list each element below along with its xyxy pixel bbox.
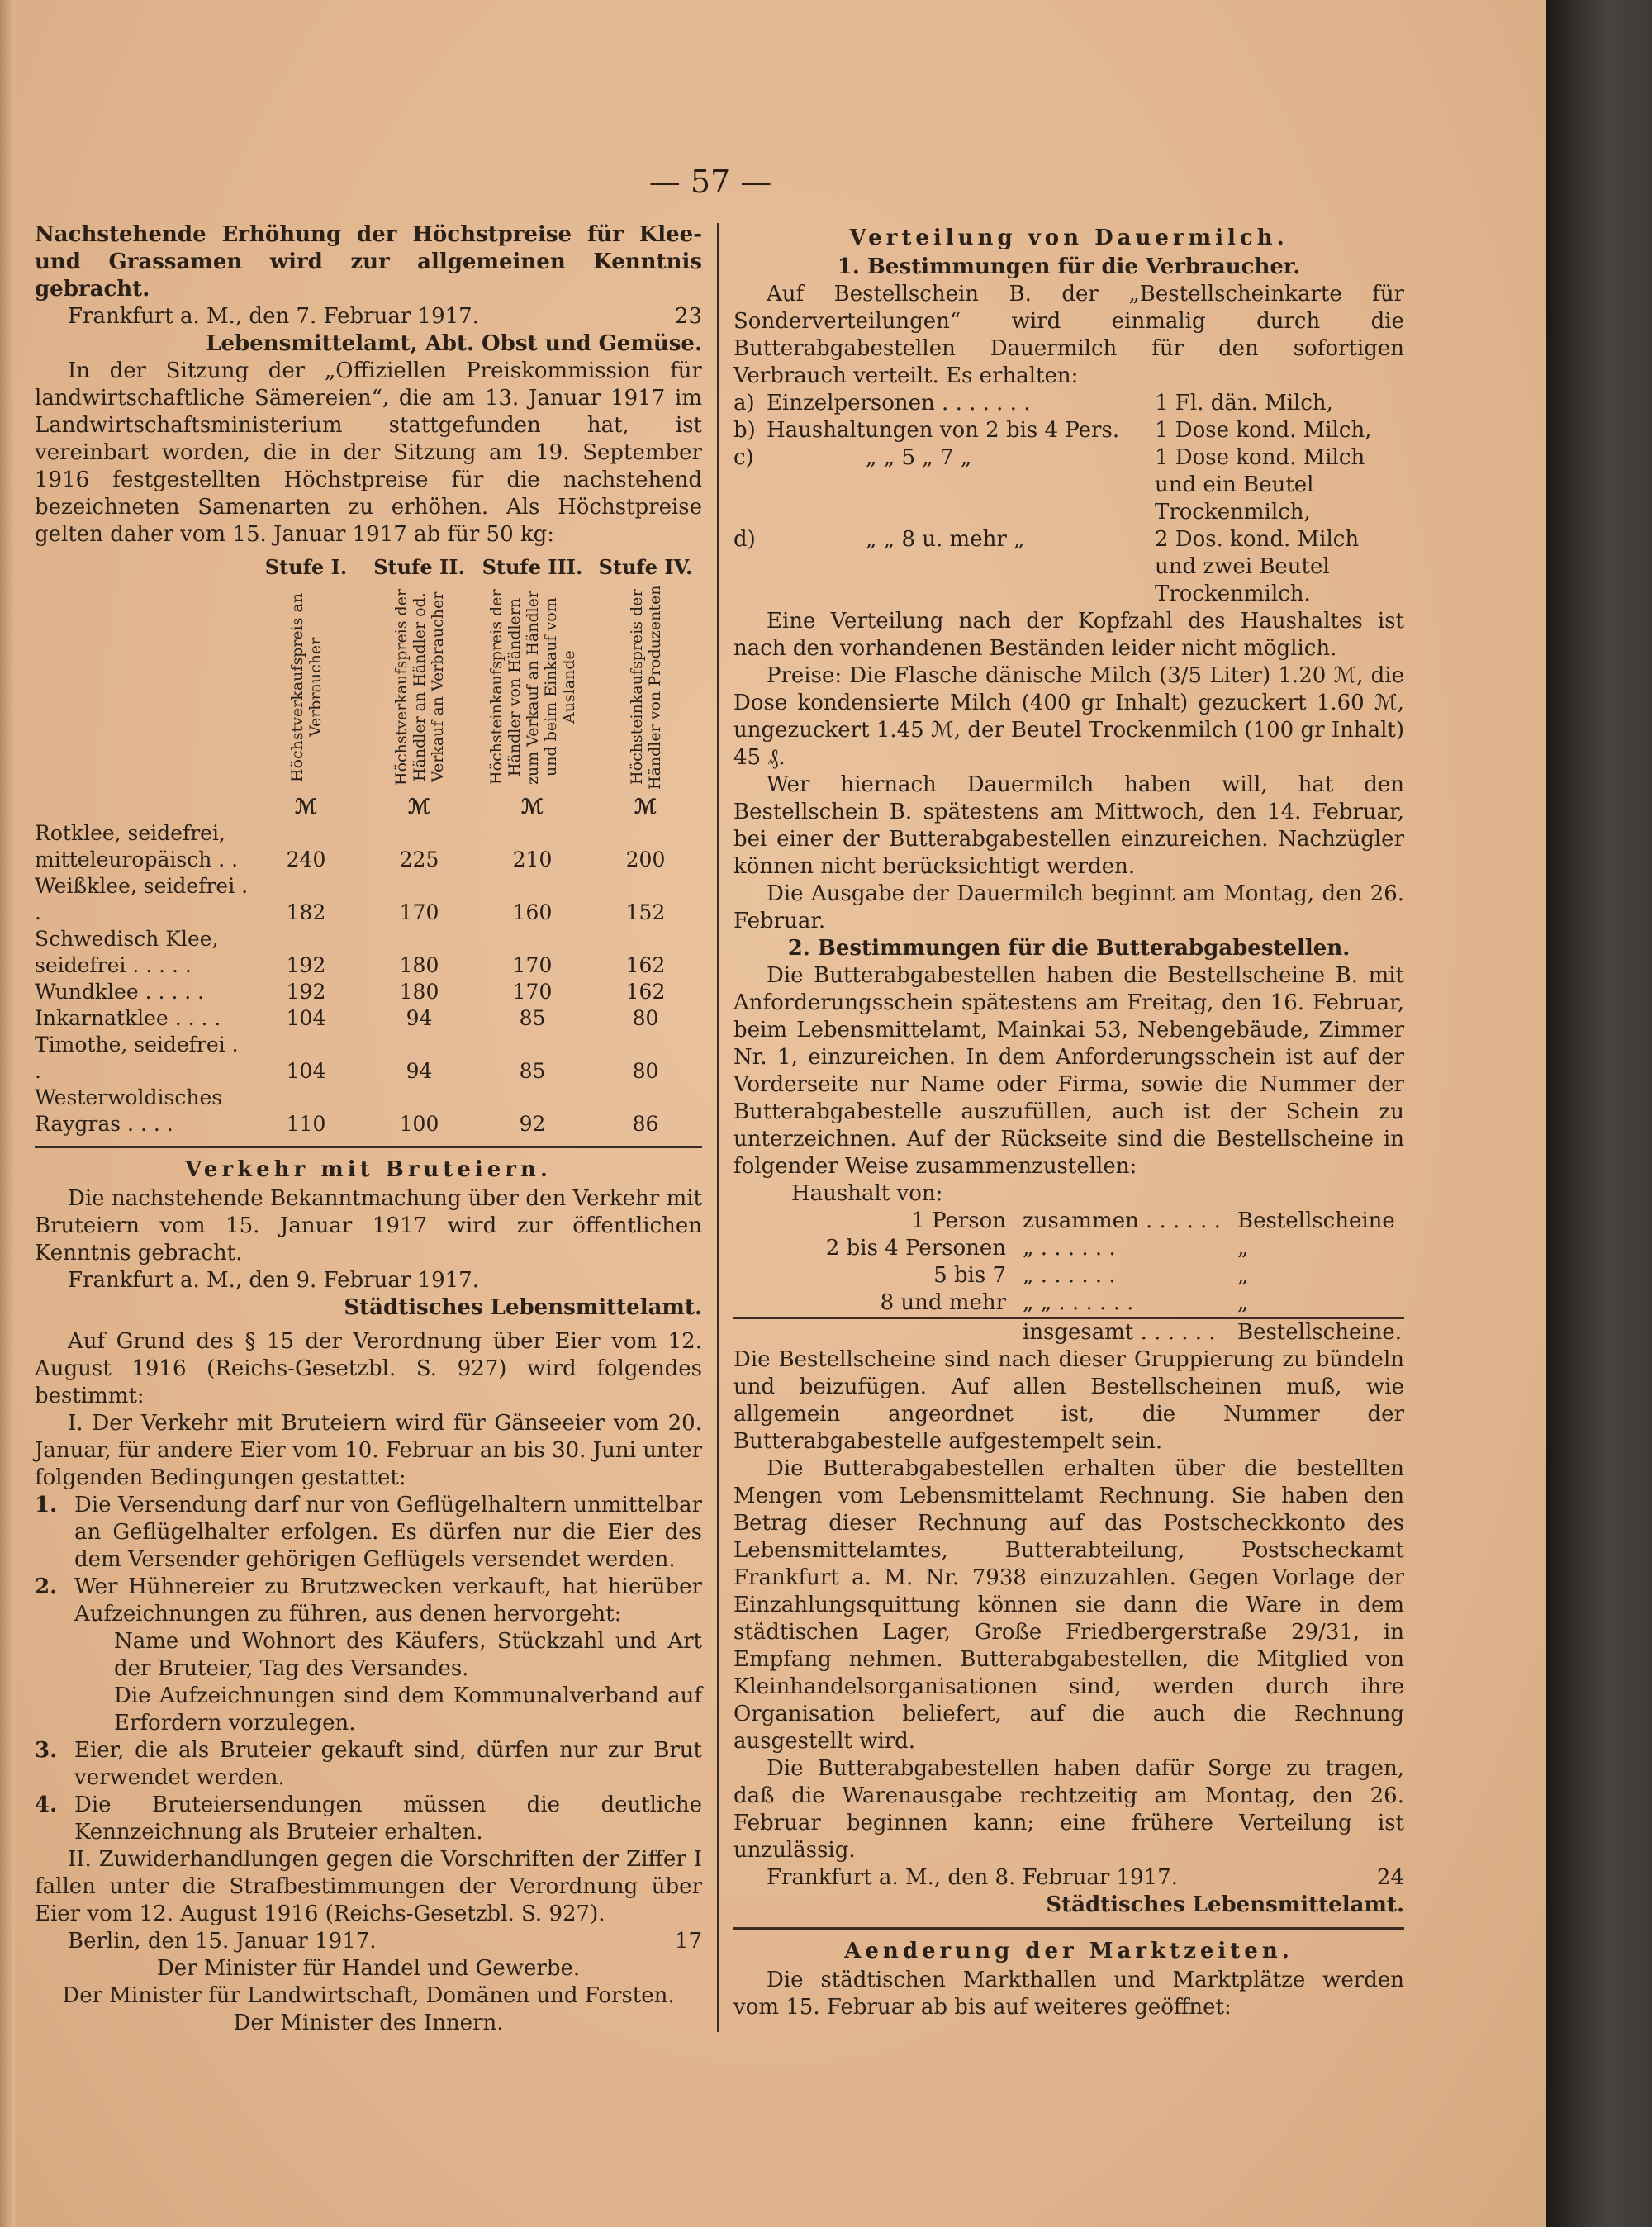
stufe-label: Stufe II. [373, 555, 465, 579]
paragraph: Die Butterabgabestellen haben dafür Sorge zu tragen, daß die Warenausgabe rechtzeitig am Montag, den 26. Februar beginnen kann; eine frühere Verteilung ist unzulässig. [733, 1756, 1404, 1863]
table-row [35, 979, 702, 1005]
item-number: 2. [35, 1574, 58, 1599]
paragraph: Die Butterabgabestellen haben die Bestellscheine B. mit Anforderungsschein spätestens am Freitag, den 16. Februar, beim Lebensmittelamt, Mainkai 53, Nebengebäude, Zimmer Nr. 1, einzureichen. In dem Anforderungsschein ist auf der Vorderseite nur Name oder Firma, sowie die Nummer der Butterabgabestelle auszufüllen, auch ist der Schein zu unterzeichnen. Auf der Rückseite sind die Bestellscheine in folgender Weise zusammenzustellen: [733, 963, 1404, 1179]
price-cell: 192 [286, 953, 326, 977]
notice-number: 23 [674, 304, 702, 329]
item-key: c) [733, 445, 754, 470]
sub-text: Die Aufzeichnungen sind dem Kommunalverband auf Erfordern vorzulegen. [114, 1683, 702, 1736]
table-row [35, 873, 702, 926]
table-row [35, 1085, 702, 1137]
price-cell: 104 [286, 1059, 326, 1083]
price-cell: 170 [399, 900, 439, 924]
price-cell: 162 [625, 953, 666, 977]
item-text: Wer Hühnereier zu Brutzwecken verkauft, hat hierüber Aufzeichnungen zu führen, aus denen hervorgeht: [74, 1574, 702, 1626]
signature: Der Minister für Landwirtschaft, Domänen und Forsten. [62, 1983, 675, 2008]
item-recipient: „ „ 8 u. mehr „ [866, 527, 1025, 552]
paragraph: Auf Bestellschein B. der „Bestellscheinkarte für Sonderverteilungen“ wird einmalig durch die Butterabgabestellen Dauermilch für den sofortigen Verbrauch verteilt. Es erhalten: [733, 282, 1404, 388]
notice-number: 17 [674, 1929, 702, 1954]
date: Frankfurt a. M., den 8. Februar 1917. [767, 1865, 1178, 1890]
page-edge [0, 0, 15, 2227]
item-key: d) [733, 527, 756, 552]
seed-name: Timothe, seidefrei . . [35, 1033, 239, 1083]
unit: ℳ [408, 795, 430, 819]
notice-number: 24 [1376, 1865, 1404, 1890]
seed-name: Rotklee, seidefrei, mitteleuropäisch . . [35, 821, 239, 871]
household-unit: „ [1237, 1263, 1249, 1288]
dateline [733, 1864, 1404, 1892]
seed-name: Wundklee . . . . . [35, 980, 205, 1004]
item-allocation: 1 Fl. dän. Milch, [1155, 391, 1333, 415]
price-cell: 110 [286, 1112, 326, 1136]
section-rule [35, 1146, 702, 1148]
sub-heading: 2. Bestimmungen für die Butterabgabestellen. [787, 936, 1351, 961]
distribution-list [733, 390, 1404, 608]
right-column [733, 221, 1404, 2021]
column-header: Höchsteinkaufspreis der Händler von Händlern zum Verkauf an Händler und beim Einkauf vom Auslande [487, 589, 578, 786]
list-item [35, 1792, 702, 1846]
price-cell: 152 [625, 900, 666, 924]
table-row [35, 1005, 702, 1032]
table-row [733, 1289, 1404, 1318]
paragraph: Die Butterabgabestellen erhalten über die bestellten Mengen vom Lebensmittelamt Rechnung. Sie haben den Betrag dieser Rechnung auf das Postscheckkonto des Lebensmittelamtes, Butterabteilung, Postscheckamt Frankfurt a. M. Nr. 7938 einzuzahlen. Gegen Vorlage der Einzahlungsquittung können sie dann die Ware in dem städtischen Lager, Große Friedbergerstraße 29/31, in Empfang nehmen. Butterabgabestellen, die Mitglied von Kleinhandelsorganisationen sind, werden durch ihre Organisation beliefert, auf die auch die Rechnung ausgestellt wird. [733, 1456, 1404, 1754]
household-total: insgesamt . . . . . . [1023, 1318, 1237, 1347]
price-table-column-headers [35, 584, 702, 791]
date: Berlin, den 15. Januar 1917. [68, 1929, 377, 1954]
household-total: „ . . . . . . [1023, 1236, 1116, 1261]
seed-name: Schwedisch Klee, seidefrei . . . . . [35, 927, 219, 977]
price-cell: 180 [399, 953, 439, 977]
paragraph: II. Zuwiderhandlungen gegen die Vorschriften der Ziffer I fallen unter die Strafbestimmungen der Verordnung über Eier vom 12. August 1916 (Reichs-Gesetzbl. S. 927). [35, 1847, 702, 1926]
seed-name: Westerwoldisches Raygras . . . . [35, 1085, 223, 1136]
price-cell: 80 [632, 1006, 659, 1030]
price-cell: 92 [519, 1112, 546, 1136]
unit: ℳ [634, 795, 657, 819]
item-number: 3. [35, 1738, 58, 1763]
price-cell: 86 [632, 1112, 659, 1136]
section-heading: Aenderung der Marktzeiten. [844, 1939, 1294, 1963]
department: Lebensmittelamt, Abt. Obst und Gemüse. [206, 331, 702, 356]
table-row [733, 1262, 1404, 1289]
column-header: Höchsteinkaufspreis der Händler von Produzenten [627, 585, 664, 790]
price-cell: 225 [399, 848, 439, 871]
price-cell: 94 [406, 1059, 433, 1083]
paragraph: Preise: Die Flasche dänische Milch (3/5 Liter) 1.20 ℳ, die Dose kondensierte Milch (400 gr Inhalt) gezuckert 1.60 ℳ, ungezuckert 1.45 ℳ, der Beutel Trockenmilch (100 gr Inhalt) 45 ₰. [733, 663, 1404, 770]
item-allocation: 1 Dose kond. Milch und ein Beutel Trockenmilch, [1155, 445, 1365, 525]
item-recipient: „ „ 5 „ 7 „ [866, 445, 972, 470]
sub-heading: 1. Bestimmungen für die Verbraucher. [837, 254, 1301, 279]
item-text: Die Bruteiersendungen müssen die deutliche Kennzeichnung als Bruteier erhalten. [74, 1793, 702, 1845]
paragraph: In der Sitzung der „Offiziellen Preiskommission für landwirtschaftliche Sämereien“, die am 13. Januar 1917 im Landwirtschaftsministerium stattgefunden hat, ist vereinbart worden, die in der Sitzung am 19. September 1916 festgestellten Höchstpreise für die nachstehend bezeichneten Samenarten zu erhöhen. Als Höchstpreise gelten daher vom 15. Januar 1917 ab für 50 kg: [35, 359, 702, 547]
unit-row [35, 794, 702, 820]
paragraph: Die Bestellscheine sind nach dieser Gruppierung zu bündeln und beizufügen. Auf allen Bestellscheinen muß, wie allgemein angeordnet ist, die Nummer der Butterabgabestelle aufgestempelt sein. [733, 1347, 1404, 1454]
price-cell: 80 [632, 1059, 659, 1083]
paragraph: Eine Verteilung nach der Kopfzahl des Haushaltes ist nach den vorhandenen Beständen leider nicht möglich. [733, 609, 1404, 661]
household-unit: Bestellscheine. [1237, 1318, 1404, 1347]
stufe-label: Stufe III. [482, 555, 583, 579]
paragraph: Auf Grund des § 15 der Verordnung über Eier vom 12. August 1916 (Reichs-Gesetzbl. S. 927) wird folgendes bestimmt: [35, 1329, 702, 1408]
price-cell: 180 [399, 980, 439, 1004]
total-row [733, 1318, 1404, 1347]
item-allocation: 1 Dose kond. Milch, [1155, 418, 1372, 443]
seed-name: Inkarnatklee . . . . [35, 1006, 221, 1030]
price-cell: 100 [399, 1112, 439, 1136]
price-cell: 210 [512, 848, 553, 871]
paragraph: Die nachstehende Bekanntmachung über den Verkehr mit Bruteiern vom 15. Januar 1917 wird zur öffentlichen Kenntnis gebracht. [35, 1186, 702, 1265]
seed-name: Weißklee, seidefrei . . [35, 874, 249, 924]
item-number: 1. [35, 1493, 58, 1517]
household-total: „ „ . . . . . . [1023, 1290, 1134, 1315]
department: Städtisches Lebensmittelamt. [1046, 1892, 1404, 1917]
price-table-stufen [35, 553, 702, 581]
price-cell: 182 [286, 900, 326, 924]
household-label: Haushalt von: [791, 1181, 943, 1206]
column-divider [717, 223, 719, 2032]
item-number: 4. [35, 1793, 58, 1817]
column-header: Höchstverkaufspreis an Verbraucher [287, 592, 325, 782]
household-unit: Bestellscheine [1237, 1208, 1395, 1233]
signature: Der Minister für Handel und Gewerbe. [156, 1956, 581, 1981]
stufe-label: Stufe IV. [598, 555, 693, 579]
household-size: 8 und mehr [880, 1290, 1006, 1315]
paragraph: Wer hiernach Dauermilch haben will, hat den Bestellschein B. spätestens am Mittwoch, den 14. Februar, bei einer der Butterabgabestellen einzureichen. Nachzügler können nicht berücksichtigt werden. [733, 772, 1404, 879]
list-item [35, 1492, 702, 1574]
item-recipient: Einzelpersonen . . . . . . . [767, 391, 1031, 415]
table-row [733, 1208, 1404, 1235]
dateline [35, 303, 702, 330]
list-item [733, 444, 1404, 526]
dateline [35, 1928, 702, 1955]
household-unit: „ [1237, 1290, 1249, 1315]
item-text: Die Versendung darf nur von Geflügelhaltern unmittelbar an Geflügelhalter erfolgen. Es dürfen nur die Eier des dem Versender gehörigen Geflügels versendet werden. [74, 1493, 702, 1572]
price-cell: 240 [286, 848, 326, 871]
stufe-label: Stufe I. [264, 555, 348, 579]
date: Frankfurt a. M., den 9. Februar 1917. [68, 1268, 479, 1293]
list-item [35, 1737, 702, 1792]
price-cell: 170 [512, 953, 553, 977]
table-row [35, 926, 702, 979]
intro-text: Nachstehende Erhöhung der Höchstpreise für Klee- und Grassamen wird zur allgemeinen Kenntnis gebracht. [35, 222, 702, 302]
household-unit: „ [1237, 1236, 1249, 1261]
paragraph: Die Ausgabe der Dauermilch beginnt am Montag, den 26. Februar. [733, 881, 1404, 933]
price-cell: 170 [512, 980, 553, 1004]
section-rule [733, 1927, 1404, 1930]
unit: ℳ [295, 795, 317, 819]
page-number: — 57 — [648, 164, 772, 200]
list-item [733, 417, 1404, 444]
sub-text: Name und Wohnort des Käufers, Stückzahl und Art der Bruteier, Tag des Versandes. [114, 1629, 702, 1681]
date: Frankfurt a. M., den 7. Februar 1917. [68, 304, 479, 329]
item-text: Eier, die als Bruteier gekauft sind, dürfen nur zur Brut verwendet werden. [74, 1738, 702, 1790]
section-heading: Verteilung von Dauermilch. [849, 226, 1289, 250]
price-cell: 162 [625, 980, 666, 1004]
household-total: „ . . . . . . [1023, 1263, 1116, 1288]
household-table [733, 1208, 1404, 1346]
list-item [733, 390, 1404, 417]
item-key: b) [733, 418, 756, 443]
table-row [35, 820, 702, 873]
household-total: zusammen . . . . . . [1023, 1208, 1221, 1233]
household-size: 5 bis 7 [933, 1263, 1006, 1288]
book-binding [1546, 0, 1652, 2227]
household-size: 2 bis 4 Personen [825, 1236, 1006, 1261]
section-heading: Verkehr mit Bruteiern. [185, 1157, 552, 1182]
price-cell: 200 [625, 848, 666, 871]
table-row [733, 1235, 1404, 1262]
table-row [35, 1032, 702, 1085]
left-column [35, 221, 702, 2037]
item-key: a) [733, 391, 755, 415]
price-cell: 104 [286, 1006, 326, 1030]
unit: ℳ [521, 795, 544, 819]
price-cell: 85 [519, 1006, 546, 1030]
item-recipient: Haushaltungen von 2 bis 4 Pers. [767, 418, 1120, 443]
paragraph: Die städtischen Markthallen und Marktplätze werden vom 15. Februar ab bis auf weiteres geöffnet: [733, 1968, 1404, 2020]
price-table [35, 794, 702, 1137]
item-allocation: 2 Dos. kond. Milch und zwei Beutel Trockenmilch. [1155, 527, 1360, 606]
price-cell: 94 [406, 1006, 433, 1030]
signature: Der Minister des Innern. [233, 2011, 504, 2035]
price-cell: 160 [512, 900, 553, 924]
price-cell: 192 [286, 980, 326, 1004]
household-size: 1 Person [911, 1208, 1006, 1233]
column-header: Höchstverkaufspreis der Händler an Händler od. Verkauf an Verbraucher [392, 588, 447, 786]
list-item [35, 1574, 702, 1628]
price-cell: 85 [519, 1059, 546, 1083]
paragraph: I. Der Verkehr mit Bruteiern wird für Gänseeier vom 20. Januar, für andere Eier vom 10. Februar an bis 30. Juni unter folgenden Bedingungen gestattet: [35, 1411, 702, 1490]
list-item [733, 526, 1404, 608]
department: Städtisches Lebensmittelamt. [344, 1295, 702, 1320]
